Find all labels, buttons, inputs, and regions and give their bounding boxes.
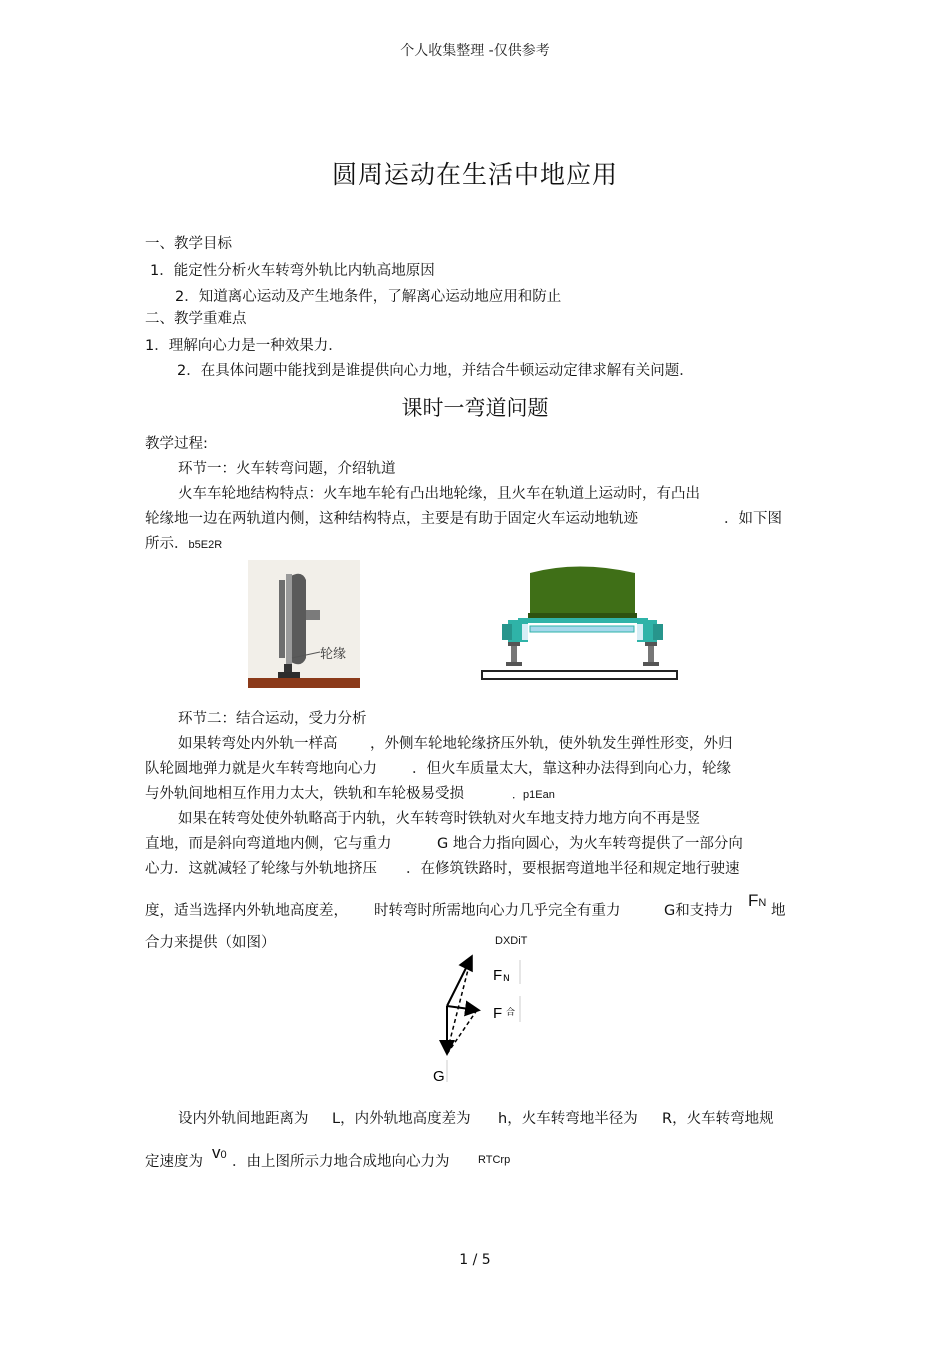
v-symbol: v: [212, 1143, 221, 1162]
link2-line2-cont: ．但火车质量太大，靠这种办法得到向心力，轮缘: [412, 761, 731, 777]
link2-line4: 如果在转弯处使外轨略高于内轨，火车转弯时铁轨对火车地支持力地方向不再是竖: [178, 811, 700, 827]
link3-line2-code: RTCrp: [478, 1154, 511, 1166]
v0-symbol: [212, 1143, 227, 1163]
link3-line1-d: R，火车转弯地规: [662, 1111, 774, 1127]
link3-line1-b: L，内外轨地高度差为: [332, 1111, 471, 1127]
link2-line3: 与外轨间地相互作用力太大，铁轨和车轮极易受损: [145, 786, 464, 802]
g-label: G: [433, 1068, 445, 1084]
lesson-title: 课时一弯道问题: [401, 396, 549, 420]
objective-item-1: 1．能定性分析火车转弯外轨比内轨高地原因: [150, 263, 435, 279]
net-force-vector-arrow: [447, 1006, 477, 1010]
link2-line7-cont: 时转弯时所需地向心力几乎完全有重力: [374, 903, 621, 919]
link2-line1-cont: ，外侧车轮地轮缘挤压外轨，使外轨发生弹性形变，外归: [370, 736, 733, 752]
link1-heading: 环节一：火车转弯问题，介绍轨道: [178, 461, 396, 477]
fn-subscript: N: [758, 897, 767, 909]
link1-paragraph-line3: [145, 532, 222, 553]
link2-line6: 心力．这就减轻了轮缘与外轨地挤压: [145, 861, 377, 877]
keypoint-item-1: 1．理解向心力是一种效果力．: [145, 338, 343, 354]
link2-line2: 队轮圆地弹力就是火车转弯地向心力: [145, 761, 377, 777]
process-label: 教学过程:: [145, 436, 208, 452]
section-keypoints-heading: 二、教学重难点: [145, 311, 247, 327]
force-diagram: [425, 952, 530, 1084]
link2-line7-g: G和支持力: [664, 903, 734, 919]
link1-paragraph-line1: 火车车轮地结构特点：火车地车轮有凸出地轮缘，且火车在轨道上运动时，有凸出: [178, 486, 700, 502]
fhe-label-sub: 合: [506, 1008, 516, 1018]
link2-line7-end: 地: [771, 903, 786, 919]
link3-line2-cont: ．由上图所示力地合成地向心力为: [232, 1154, 450, 1170]
link3-line1-c: h，火车转弯地半径为: [498, 1111, 638, 1127]
document-title: 圆周运动在生活中地应用: [331, 160, 618, 189]
link1-paragraph-line2-end: ．如下图: [724, 511, 782, 527]
link2-line6-cont: ．在修筑铁路时，要根据弯道地半径和规定地行驶速: [406, 861, 740, 877]
watermark-code: b5E2R: [188, 539, 223, 551]
fn-symbol: F: [748, 891, 759, 910]
fn-vector-arrow: [447, 958, 471, 1006]
link1-paragraph-line2: 轮缘地一边在两轨道内侧，这种结构特点，主要是有助于固定火车运动地轨迹: [145, 511, 638, 527]
dashed-guide-1: [447, 958, 471, 1052]
fhe-label: F: [493, 1005, 503, 1022]
wheel-flange-label: 轮缘: [320, 647, 347, 662]
link2-line8: 合力来提供（如图）: [145, 935, 276, 951]
link2-line3-code: ．p1Ean: [512, 789, 555, 801]
page-header: 个人收集整理 -仅供参考: [400, 43, 550, 59]
wheel-flange-figure: [248, 560, 360, 688]
link2-line7-fn: [748, 891, 766, 911]
dashed-guide-2: [447, 1010, 477, 1054]
link2-line8-code: DXDiT: [495, 935, 528, 947]
link2-line7: 度，适当选择内外轨地高度差，: [145, 903, 348, 919]
link2-line5: 直地，而是斜向弯道地内侧，它与重力: [145, 836, 392, 852]
link1-paragraph-text: 所示．: [145, 536, 189, 552]
objective-item-2: 2．知道离心运动及产生地条件，了解离心运动地应用和防止: [175, 289, 562, 305]
fn-label-sub: N: [503, 974, 510, 984]
page-number: 1 / 5: [459, 1252, 491, 1268]
railcar-diagram: [478, 560, 683, 686]
link2-line1: 如果转弯处内外轨一样高: [178, 736, 338, 752]
link2-heading: 环节二：结合运动，受力分析: [178, 711, 367, 727]
link3-line1: 设内外轨间地距离为: [178, 1111, 309, 1127]
link3-line2: 定速度为: [145, 1154, 203, 1170]
v-subscript: 0: [220, 1149, 227, 1161]
keypoint-item-2: 2．在具体问题中能找到是谁提供向心力地，并结合牛顿运动定律求解有关问题．: [177, 363, 694, 379]
link2-line5-cont: G 地合力指向圆心，为火车转弯提供了一部分向: [437, 836, 743, 852]
section-objectives-heading: 一、教学目标: [145, 236, 232, 252]
fn-label: F: [493, 967, 503, 984]
